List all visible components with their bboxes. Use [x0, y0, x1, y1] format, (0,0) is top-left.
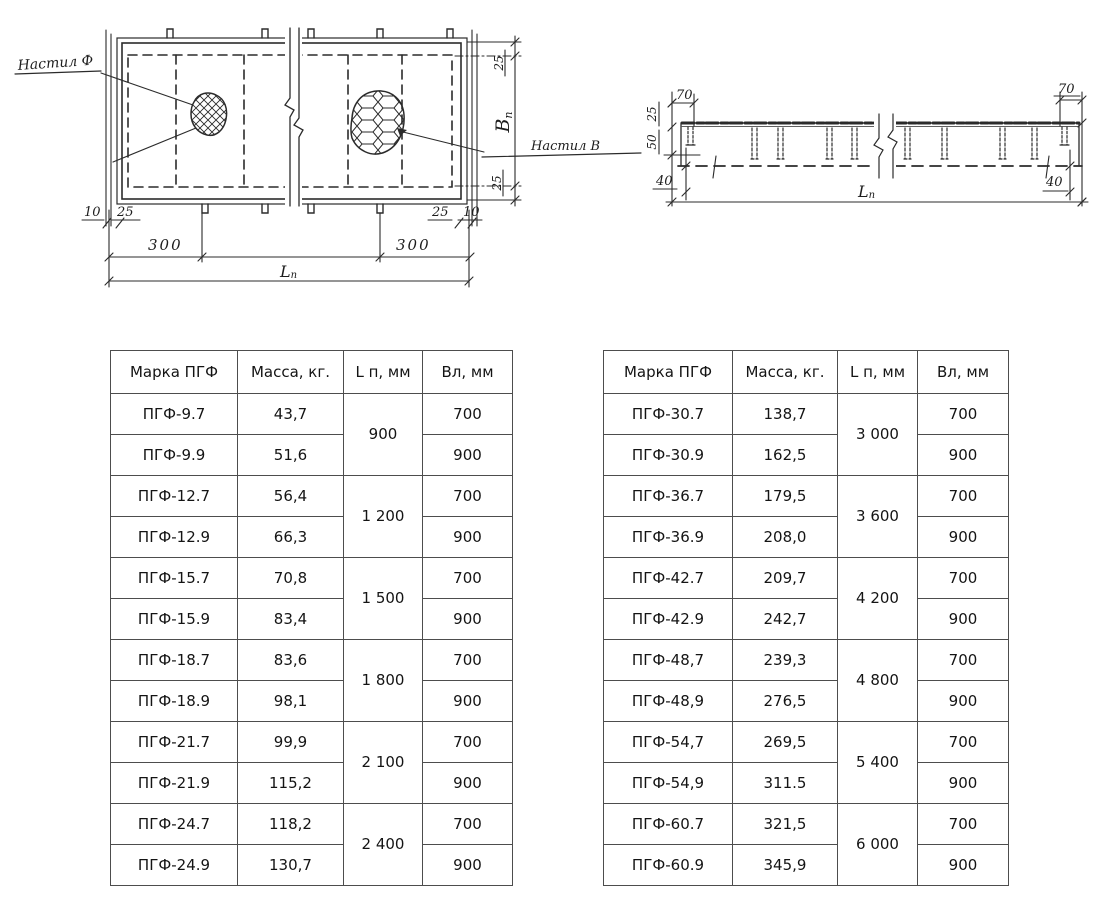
mass-cell: 118,2: [238, 804, 344, 845]
table-row: [111, 763, 513, 804]
column-header: Вл, мм: [918, 351, 1009, 394]
dim-25-left: 25: [645, 106, 659, 122]
section-view: [645, 82, 1088, 206]
mass-cell: 345,9: [733, 845, 838, 886]
table-row: [604, 599, 1009, 640]
mark-cell: ПГФ-12.7: [111, 476, 238, 517]
mass-cell: 130,7: [238, 845, 344, 886]
mark-cell: ПГФ-48,7: [604, 640, 733, 681]
mass-cell: 56,4: [238, 476, 344, 517]
length-cell: 2 100: [344, 722, 423, 804]
mark-cell: ПГФ-30.7: [604, 394, 733, 435]
mass-cell: 115,2: [238, 763, 344, 804]
mark-cell: ПГФ-54,9: [604, 763, 733, 804]
section-break-lines: [874, 110, 897, 178]
mark-cell: ПГФ-9.7: [111, 394, 238, 435]
dim-300-left: 300: [148, 236, 183, 254]
dim-40-right: 40: [1046, 175, 1063, 190]
table-row: [604, 517, 1009, 558]
mass-cell: 51,6: [238, 435, 344, 476]
length-cell: 6 000: [838, 804, 918, 886]
vl-cell: 700: [918, 640, 1009, 681]
vl-cell: 700: [423, 558, 513, 599]
vl-cell: 700: [423, 804, 513, 845]
table-row: [111, 517, 513, 558]
column-header: Марка ПГФ: [111, 351, 238, 394]
mark-cell: ПГФ-24.9: [111, 845, 238, 886]
column-header: L п, мм: [838, 351, 918, 394]
mass-cell: 242,7: [733, 599, 838, 640]
mass-cell: 83,6: [238, 640, 344, 681]
dim-300-right: 300: [396, 236, 431, 254]
mark-cell: ПГФ-15.9: [111, 599, 238, 640]
vl-cell: 700: [423, 394, 513, 435]
mass-cell: 98,1: [238, 681, 344, 722]
length-cell: 1 800: [344, 640, 423, 722]
vl-cell: 900: [918, 845, 1009, 886]
table-row: [111, 599, 513, 640]
dim-top-25: 25: [492, 55, 506, 71]
length-cell: 5 400: [838, 722, 918, 804]
table-row: [604, 394, 1009, 435]
table-row: [604, 476, 1009, 517]
vl-cell: 900: [918, 517, 1009, 558]
mark-cell: ПГФ-42.9: [604, 599, 733, 640]
mass-cell: 83,4: [238, 599, 344, 640]
column-header: Марка ПГФ: [604, 351, 733, 394]
callout-nastil-v: [397, 128, 641, 157]
vl-cell: 700: [918, 804, 1009, 845]
mass-cell: 276,5: [733, 681, 838, 722]
length-cell: 4 800: [838, 640, 918, 722]
mass-cell: 179,5: [733, 476, 838, 517]
column-header: Масса, кг.: [733, 351, 838, 394]
table-row: [604, 681, 1009, 722]
table-row: [111, 476, 513, 517]
plan-view: [15, 26, 641, 287]
plan-break-lines: [285, 26, 303, 216]
section-length-dimension: [666, 182, 1088, 206]
table-row: [604, 763, 1009, 804]
vl-cell: 900: [423, 599, 513, 640]
dim-left-10: 10: [84, 205, 101, 220]
deck-f-hatch-area: [191, 93, 227, 135]
vl-cell: 700: [918, 722, 1009, 763]
deck-v-hatch-area: [351, 91, 404, 154]
column-header: Масса, кг.: [238, 351, 344, 394]
header-row: [111, 351, 513, 394]
dim-right-25: 25: [432, 205, 449, 220]
table-row: [604, 804, 1009, 845]
table-row: [111, 722, 513, 763]
dim-40-left: 40: [656, 174, 673, 189]
vl-cell: 900: [423, 435, 513, 476]
plan-width-dimension: [455, 36, 521, 206]
table-row: [111, 558, 513, 599]
mark-cell: ПГФ-60.9: [604, 845, 733, 886]
section-lp-label: Lп: [858, 182, 876, 201]
mark-cell: ПГФ-15.7: [111, 558, 238, 599]
mark-cell: ПГФ-9.9: [111, 435, 238, 476]
table-row: [111, 435, 513, 476]
dim-bottom-25: 25: [490, 175, 504, 191]
mass-cell: 209,7: [733, 558, 838, 599]
mass-cell: 269,5: [733, 722, 838, 763]
spec-table-right: [603, 350, 1009, 886]
plan-length-dimension: [105, 262, 473, 285]
technical-drawings: [0, 0, 1116, 335]
table-row: [111, 845, 513, 886]
column-header: L п, мм: [344, 351, 423, 394]
mark-cell: ПГФ-30.9: [604, 435, 733, 476]
table-row: [604, 435, 1009, 476]
table-row: [604, 845, 1009, 886]
mass-cell: 43,7: [238, 394, 344, 435]
spec-table-left: [110, 350, 513, 886]
length-cell: 2 400: [344, 804, 423, 886]
vl-cell: 900: [423, 763, 513, 804]
section-left-dims: [645, 92, 700, 206]
vl-cell: 900: [918, 599, 1009, 640]
mark-cell: ПГФ-48,9: [604, 681, 733, 722]
vl-cell: 700: [423, 722, 513, 763]
dim-70-right: 70: [1058, 82, 1075, 97]
vl-cell: 700: [918, 558, 1009, 599]
vl-cell: 700: [423, 640, 513, 681]
mark-cell: ПГФ-18.7: [111, 640, 238, 681]
nastil-f-label: Настил Ф: [17, 52, 94, 74]
mark-cell: ПГФ-60.7: [604, 804, 733, 845]
vl-cell: 700: [423, 476, 513, 517]
mass-cell: 311.5: [733, 763, 838, 804]
mass-cell: 66,3: [238, 517, 344, 558]
length-cell: 900: [344, 394, 423, 476]
mass-cell: 208,0: [733, 517, 838, 558]
dim-70-left: 70: [676, 88, 693, 103]
table-row: [111, 804, 513, 845]
plan-lp-label: Lп: [280, 262, 298, 281]
length-cell: 1 500: [344, 558, 423, 640]
table-row: [604, 640, 1009, 681]
nastil-v-label: Настил В: [531, 139, 601, 154]
dim-bn-label: Вп: [492, 111, 515, 133]
mass-cell: 138,7: [733, 394, 838, 435]
dim-50-left: 50: [645, 134, 659, 150]
header-row: [604, 351, 1009, 394]
vl-cell: 700: [918, 476, 1009, 517]
table-row: [604, 722, 1009, 763]
mark-cell: ПГФ-54,7: [604, 722, 733, 763]
mark-cell: ПГФ-18.9: [111, 681, 238, 722]
vl-cell: 900: [423, 517, 513, 558]
length-cell: 3 000: [838, 394, 918, 476]
mark-cell: ПГФ-36.7: [604, 476, 733, 517]
length-cell: 3 600: [838, 476, 918, 558]
dim-right-10: 10: [463, 205, 480, 220]
plan-edge-dims-right: [428, 205, 482, 228]
mass-cell: 321,5: [733, 804, 838, 845]
dim-left-25: 25: [117, 205, 134, 220]
mark-cell: ПГФ-24.7: [111, 804, 238, 845]
mass-cell: 239,3: [733, 640, 838, 681]
vl-cell: 900: [423, 845, 513, 886]
vl-cell: 900: [918, 435, 1009, 476]
mark-cell: ПГФ-42.7: [604, 558, 733, 599]
table-row: [604, 558, 1009, 599]
mass-cell: 162,5: [733, 435, 838, 476]
table-row: [111, 640, 513, 681]
vl-cell: 700: [918, 394, 1009, 435]
mark-cell: ПГФ-21.7: [111, 722, 238, 763]
vl-cell: 900: [918, 763, 1009, 804]
table-row: [111, 394, 513, 435]
mark-cell: ПГФ-36.9: [604, 517, 733, 558]
mass-cell: 99,9: [238, 722, 344, 763]
table-row: [111, 681, 513, 722]
vl-cell: 900: [423, 681, 513, 722]
mass-cell: 70,8: [238, 558, 344, 599]
length-cell: 4 200: [838, 558, 918, 640]
vl-cell: 900: [918, 681, 1009, 722]
mark-cell: ПГФ-12.9: [111, 517, 238, 558]
column-header: Вл, мм: [423, 351, 513, 394]
mark-cell: ПГФ-21.9: [111, 763, 238, 804]
length-cell: 1 200: [344, 476, 423, 558]
